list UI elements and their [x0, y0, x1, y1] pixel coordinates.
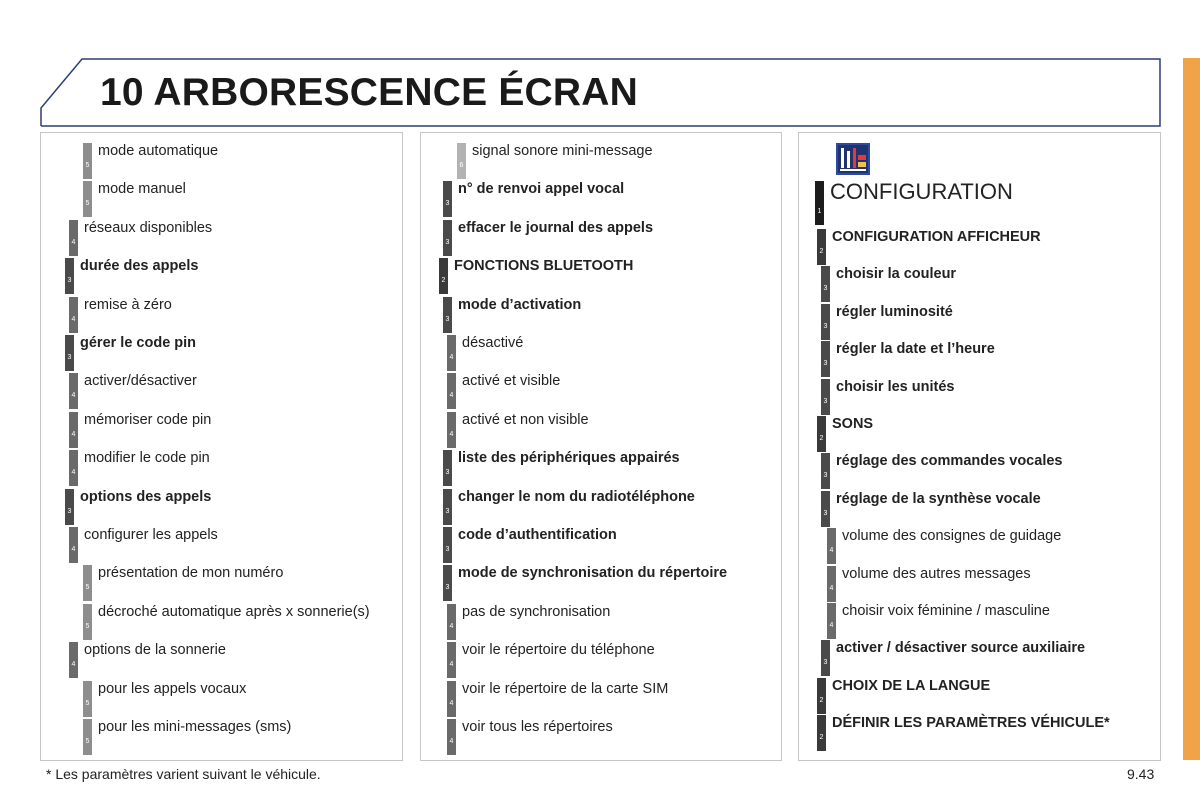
- level-marker: [83, 181, 92, 217]
- level-marker: [69, 220, 78, 256]
- level-marker: [69, 527, 78, 563]
- menu-item: [421, 681, 781, 711]
- level-number: 5: [85, 584, 90, 592]
- level-number: 4: [71, 546, 76, 553]
- menu-item: [799, 341, 1160, 371]
- menu-item-label: gérer le code pin: [80, 335, 197, 351]
- level-number: 2: [441, 277, 446, 285]
- menu-item: [799, 528, 1160, 558]
- level-number: 4: [829, 547, 834, 555]
- level-marker: [447, 373, 456, 409]
- level-number: 4: [449, 354, 454, 361]
- menu-item-label: options de la sonnerie: [84, 642, 226, 659]
- level-number: 4: [829, 584, 834, 592]
- level-number: 3: [445, 200, 450, 208]
- menu-item: [41, 450, 402, 480]
- level-marker: [443, 220, 452, 256]
- menu-item: [421, 181, 781, 211]
- level-number: 4: [449, 622, 454, 630]
- menu-item-label: voir le répertoire du téléphone: [462, 642, 655, 659]
- menu-item-label: CONFIGURATION: [830, 179, 1013, 204]
- menu-item: [41, 681, 402, 711]
- menu-item: [799, 416, 1160, 446]
- menu-item-label: réglage de la synthèse vocale: [836, 490, 1041, 507]
- page-number: 9.43: [1127, 766, 1155, 782]
- level-number: 3: [445, 238, 450, 246]
- menu-item: [41, 297, 402, 327]
- level-marker: [821, 640, 830, 676]
- menu-item-label: réseaux disponibles: [84, 219, 213, 236]
- level-marker: [83, 681, 92, 717]
- menu-item-label: DÉFINIR LES PARAMÈTRES VÉHICULE*: [832, 715, 1110, 732]
- menu-item-label: pas de synchronisation: [462, 603, 611, 620]
- menu-item: [799, 715, 1160, 745]
- menu-item-label: mode automatique: [98, 143, 219, 159]
- level-marker: [821, 266, 830, 302]
- level-number: 3: [445, 315, 450, 323]
- menu-item-label: mode de synchronisation du répertoire: [458, 565, 728, 582]
- level-marker: [443, 450, 452, 486]
- menu-item: [41, 258, 402, 288]
- level-number: 3: [67, 277, 72, 285]
- menu-item-label: choisir voix féminine / masculine: [842, 603, 1050, 619]
- level-number: 4: [71, 392, 76, 400]
- level-marker: [817, 229, 826, 265]
- menu-item-label: configurer les appels: [84, 527, 218, 543]
- level-marker: [817, 678, 826, 714]
- page-title: 10 ARBORESCENCE ÉCRAN: [100, 71, 639, 114]
- level-number: 3: [67, 507, 72, 515]
- level-marker: [65, 489, 74, 525]
- level-number: 4: [71, 238, 76, 246]
- level-marker: [817, 715, 826, 751]
- menu-column-2: [420, 132, 782, 761]
- level-number: 4: [449, 392, 454, 400]
- menu-item-label: choisir les unités: [836, 378, 955, 395]
- menu-item: [41, 143, 402, 173]
- level-marker: [69, 297, 78, 333]
- level-marker: [817, 416, 826, 452]
- menu-column-3: [798, 132, 1161, 761]
- menu-item-label: signal sonore mini-message: [472, 143, 653, 159]
- level-marker: [821, 453, 830, 489]
- menu-item-label: FONCTIONS BLUETOOTH: [454, 258, 634, 275]
- menu-item: [421, 604, 781, 634]
- menu-item-label: présentation de mon numéro: [98, 565, 284, 582]
- menu-item-label: activer/désactiver: [84, 373, 197, 390]
- menu-item-label: mode d’activation: [458, 296, 582, 313]
- level-number: 5: [85, 699, 90, 707]
- menu-column-1: [40, 132, 403, 761]
- level-marker: [827, 528, 836, 564]
- menu-item-label: régler luminosité: [836, 303, 953, 320]
- menu-item-label: désactivé: [462, 335, 524, 351]
- level-number: 3: [823, 472, 828, 480]
- menu-item: [421, 373, 781, 403]
- level-marker: [443, 489, 452, 525]
- menu-item-label: activé et non visible: [462, 411, 589, 428]
- level-marker: [815, 181, 824, 225]
- menu-item-label: CHOIX DE LA LANGUE: [832, 677, 991, 694]
- level-marker: [69, 642, 78, 678]
- menu-item: [799, 179, 1160, 215]
- menu-item: [421, 335, 781, 365]
- level-number: 4: [71, 315, 76, 323]
- level-marker: [827, 603, 836, 639]
- level-number: 1: [817, 208, 822, 215]
- menu-item: [421, 642, 781, 672]
- level-marker: [447, 412, 456, 448]
- configuration-screen-icon: [836, 143, 870, 175]
- level-number: 3: [823, 509, 828, 517]
- level-marker: [65, 335, 74, 371]
- menu-item: [41, 604, 402, 634]
- level-marker: [443, 527, 452, 563]
- level-marker: [447, 642, 456, 678]
- level-number: 4: [71, 469, 76, 477]
- level-marker: [443, 565, 452, 601]
- level-marker: [827, 566, 836, 602]
- level-marker: [447, 604, 456, 640]
- level-number: 3: [823, 285, 828, 293]
- menu-item: [799, 640, 1160, 670]
- section-tab: [1183, 58, 1200, 760]
- level-number: 4: [449, 661, 454, 669]
- menu-item-label: CONFIGURATION AFFICHEUR: [832, 229, 1041, 245]
- menu-item-label: pour les appels vocaux: [98, 680, 247, 697]
- level-marker: [69, 412, 78, 448]
- level-marker: [821, 379, 830, 415]
- menu-item-label: pour les mini-messages (sms): [98, 719, 292, 735]
- level-number: 4: [449, 738, 454, 745]
- menu-item: [41, 565, 402, 595]
- level-number: 4: [829, 622, 834, 629]
- menu-item-label: modifier le code pin: [84, 450, 210, 467]
- menu-item: [421, 489, 781, 519]
- menu-item: [41, 335, 402, 365]
- menu-item: [421, 412, 781, 442]
- menu-item-label: volume des autres messages: [842, 565, 1031, 582]
- menu-item-label: mémoriser code pin: [84, 411, 212, 428]
- menu-item: [41, 220, 402, 250]
- menu-item: [421, 297, 781, 327]
- level-number: 5: [85, 162, 90, 169]
- menu-item-label: options des appels: [80, 488, 212, 505]
- menu-item-label: activé et visible: [462, 373, 561, 390]
- menu-item: [799, 379, 1160, 409]
- menu-item: [799, 453, 1160, 483]
- level-number: 2: [819, 435, 824, 442]
- menu-item: [799, 229, 1160, 259]
- level-number: 3: [67, 354, 72, 361]
- level-number: 3: [823, 659, 828, 667]
- level-number: 3: [445, 507, 450, 515]
- menu-item-label: code d’authentification: [458, 527, 617, 543]
- level-number: 3: [445, 584, 450, 592]
- menu-item-label: remise à zéro: [84, 296, 172, 313]
- menu-item: [799, 491, 1160, 521]
- menu-item: [799, 566, 1160, 596]
- level-marker: [65, 258, 74, 294]
- level-marker: [447, 681, 456, 717]
- level-number: 3: [445, 469, 450, 477]
- menu-item: [799, 603, 1160, 633]
- level-marker: [443, 181, 452, 217]
- level-number: 3: [823, 397, 828, 405]
- menu-item: [799, 678, 1160, 708]
- menu-item: [421, 143, 781, 173]
- menu-item: [799, 304, 1160, 334]
- level-marker: [439, 258, 448, 294]
- level-number: 4: [449, 699, 454, 707]
- menu-item: [41, 373, 402, 403]
- level-marker: [447, 335, 456, 371]
- level-number: 2: [819, 734, 824, 742]
- level-marker: [821, 491, 830, 527]
- menu-item: [421, 527, 781, 557]
- level-number: 4: [71, 661, 76, 669]
- menu-item-label: voir le répertoire de la carte SIM: [462, 680, 669, 697]
- menu-item: [41, 719, 402, 749]
- menu-item: [41, 527, 402, 557]
- menu-item-label: durée des appels: [80, 258, 199, 275]
- level-marker: [457, 143, 466, 179]
- menu-item-label: liste des périphériques appairés: [458, 450, 680, 467]
- menu-item: [41, 642, 402, 672]
- menu-item: [41, 489, 402, 519]
- menu-item: [799, 266, 1160, 296]
- menu-item-label: activer / désactiver source auxiliaire: [836, 640, 1086, 657]
- menu-item: [41, 412, 402, 442]
- level-number: 2: [819, 696, 824, 704]
- level-marker: [443, 297, 452, 333]
- level-number: 3: [823, 360, 828, 368]
- level-number: 3: [823, 322, 828, 330]
- footnote: * Les paramètres varient suivant le véhicule.: [46, 766, 321, 782]
- menu-item: [421, 565, 781, 595]
- level-marker: [821, 304, 830, 340]
- menu-item: [421, 258, 781, 288]
- level-marker: [83, 143, 92, 179]
- menu-item-label: SONS: [832, 416, 874, 432]
- menu-item-label: n° de renvoi appel vocal: [458, 181, 625, 198]
- menu-item-label: effacer le journal des appels: [458, 219, 654, 236]
- level-number: 2: [819, 248, 824, 255]
- level-number: 5: [85, 200, 90, 208]
- level-marker: [83, 565, 92, 601]
- level-number: 4: [71, 430, 76, 438]
- level-number: 6: [459, 162, 464, 169]
- menu-item: [421, 220, 781, 250]
- level-marker: [83, 604, 92, 640]
- menu-item-label: réglage des commandes vocales: [836, 453, 1063, 470]
- level-number: 4: [449, 430, 454, 438]
- menu-item: [421, 450, 781, 480]
- menu-item-label: mode manuel: [98, 181, 186, 198]
- level-marker: [69, 450, 78, 486]
- level-number: 3: [445, 546, 450, 553]
- level-marker: [447, 719, 456, 755]
- level-marker: [83, 719, 92, 755]
- level-marker: [69, 373, 78, 409]
- level-number: 5: [85, 622, 90, 630]
- level-number: 5: [85, 738, 90, 745]
- level-marker: [821, 341, 830, 377]
- menu-item-label: régler la date et l’heure: [836, 341, 995, 358]
- menu-item-label: décroché automatique après x sonnerie(s): [98, 603, 370, 620]
- menu-item-label: volume des consignes de guidage: [842, 528, 1062, 545]
- menu-item: [421, 719, 781, 749]
- menu-item-label: choisir la couleur: [836, 266, 957, 283]
- menu-item-label: voir tous les répertoires: [462, 719, 613, 735]
- menu-item: [41, 181, 402, 211]
- menu-item-label: changer le nom du radiotéléphone: [458, 488, 695, 505]
